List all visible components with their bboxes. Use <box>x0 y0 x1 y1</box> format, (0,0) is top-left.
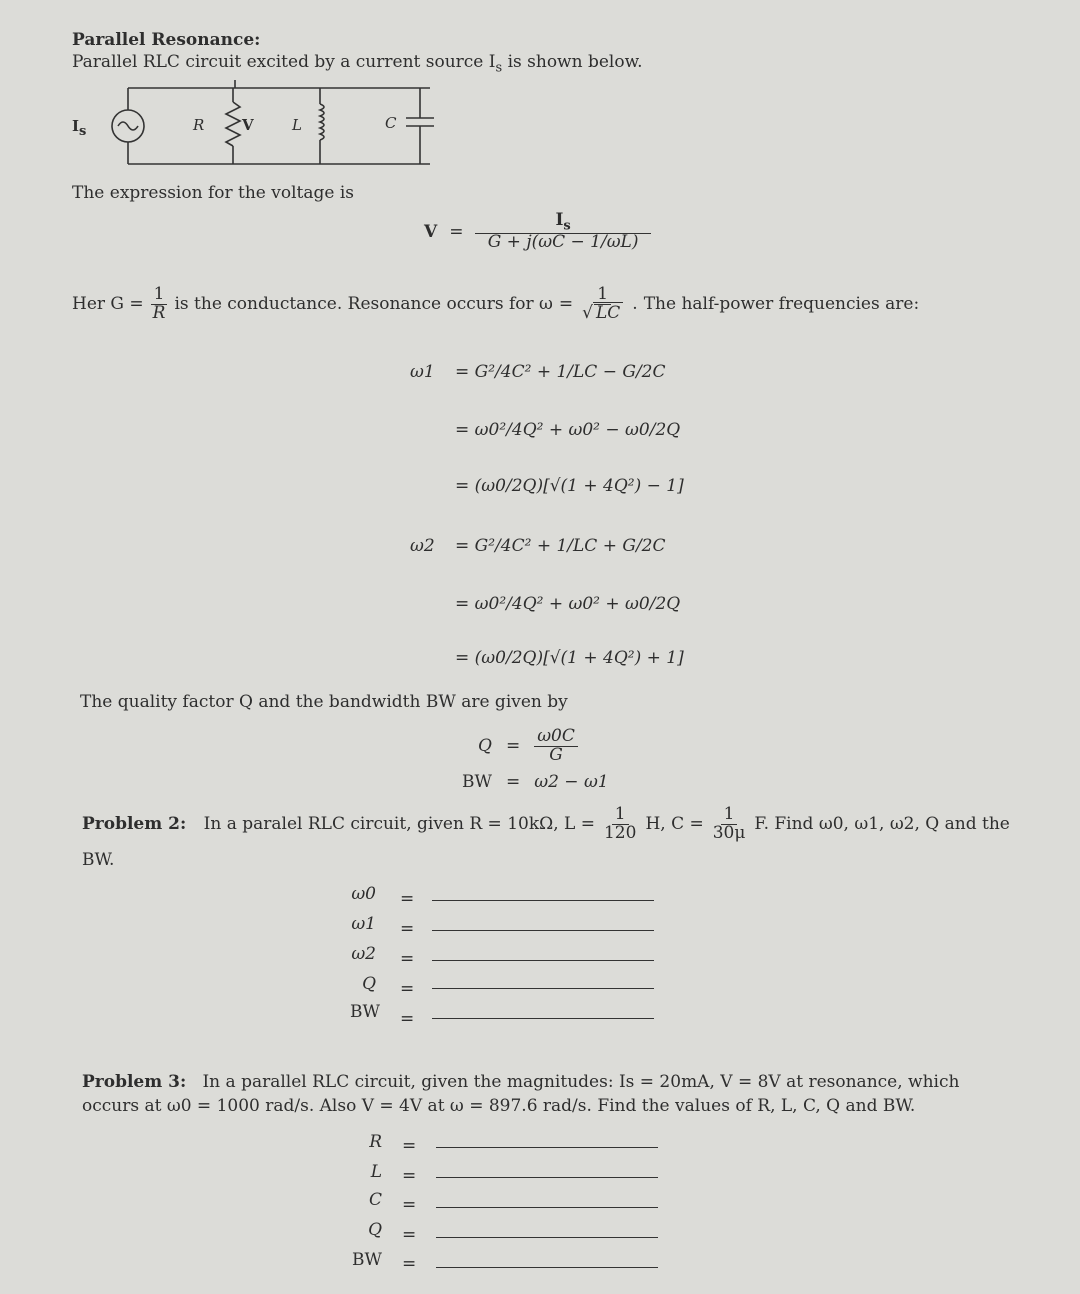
voltage-equation: V = $\frac{I_s}{G + j(\omega C - 1/\omega L)}$ <box>424 212 651 252</box>
p3-answer-label-bw: BW <box>352 1250 382 1270</box>
p2-answer-label-q: Q <box>362 974 376 994</box>
voltage-expression-text: The expression for the voltage is <box>72 183 354 203</box>
inductor-icon <box>320 104 324 140</box>
p2-answer-label-w2: ω2 <box>351 944 376 964</box>
p2-answer-label-w0: ω0 <box>351 884 376 904</box>
p3-answer-label-c: C <box>368 1190 382 1210</box>
q-equation: Q = $\frac{\omega 0C}{G}$ <box>478 728 578 765</box>
w1-label: ω1 <box>410 362 435 382</box>
section-heading: Parallel Resonance: <box>72 30 261 50</box>
quality-factor-text: The quality factor Q and the bandwidth BW are given by <box>80 692 568 712</box>
p3-answer-label-r: R <box>369 1132 382 1152</box>
p3-answer-blank-bw[interactable] <box>436 1267 658 1268</box>
p2-answer-blank-w2[interactable] <box>432 960 654 961</box>
rlc-circuit-diagram <box>70 76 460 186</box>
p3-answer-blank-r[interactable] <box>436 1147 658 1148</box>
resistor-icon <box>226 102 240 146</box>
resonance-text: Her G = $\frac{1}{R}$ is the conductance. Resonance occurs for ω = $\frac{1}{√ LC}$ . The half-power frequencies are: <box>72 284 920 323</box>
p3-answer-blank-c[interactable] <box>436 1207 658 1208</box>
w1-eq-line-2: = ω0²/4Q² + ω0² − ω0/2Q <box>455 420 681 440</box>
w2-eq-line-1: = G²/4C² + 1/LC + G/2C <box>455 536 666 556</box>
w2-eq-line-3: = (ω0/2Q)[√(1 + 4Q²) + 1] <box>455 648 684 668</box>
p2-equals: = = = = = <box>400 889 415 1029</box>
p3-answer-blank-l[interactable] <box>436 1177 658 1178</box>
bw-equation: BW = ω2 − ω1 <box>462 772 609 792</box>
w1-eq-line-3: = (ω0/2Q)[√(1 + 4Q²) − 1] <box>455 476 684 496</box>
p2-answer-blank-w1[interactable] <box>432 930 654 931</box>
p2-answer-label-bw: BW <box>350 1002 380 1022</box>
problem-2-text: Problem 2: In a paralel RLC circuit, given R = 10kΩ, L = $\frac{1}{120}$ H, C = $\frac{1}{30\mu}$ F. Find ω0, ω1, ω2, Q and the <box>82 804 1010 843</box>
resistor-label: R <box>193 116 205 134</box>
p2-answer-label-w1: ω1 <box>351 914 376 934</box>
voltage-label: V <box>242 116 254 134</box>
problem-2-text-cont: BW. <box>82 850 115 870</box>
source-label: $I_s$ <box>72 117 87 139</box>
capacitor-label: C <box>385 114 397 132</box>
p3-answer-label-l: L <box>370 1162 382 1182</box>
p3-answer-blank-q[interactable] <box>436 1237 658 1238</box>
problem-3-text-cont: occurs at ω0 = 1000 rad/s. Also V = 4V at ω = 897.6 rad/s. Find the values of R, L, C, Q and BW. <box>82 1096 916 1116</box>
w2-eq-line-2: = ω0²/4Q² + ω0² + ω0/2Q <box>455 594 681 614</box>
problem-3-text: Problem 3: In a parallel RLC circuit, given the magnitudes: Is = 20mA, V = 8V at resonance, which <box>82 1072 960 1092</box>
p3-answer-label-q: Q <box>368 1220 382 1240</box>
p2-answer-blank-q[interactable] <box>432 988 654 989</box>
intro-text: Parallel RLC circuit excited by a current source $I_s$ is shown below. <box>72 52 643 76</box>
p2-answer-blank-bw[interactable] <box>432 1018 654 1019</box>
w2-label: ω2 <box>410 536 435 556</box>
inductor-label: L <box>292 116 302 134</box>
w1-eq-line-1: = G²/4C² + 1/LC − G/2C <box>455 362 666 382</box>
p3-equals: = = = = = <box>402 1136 417 1274</box>
p2-answer-blank-w0[interactable] <box>432 900 654 901</box>
